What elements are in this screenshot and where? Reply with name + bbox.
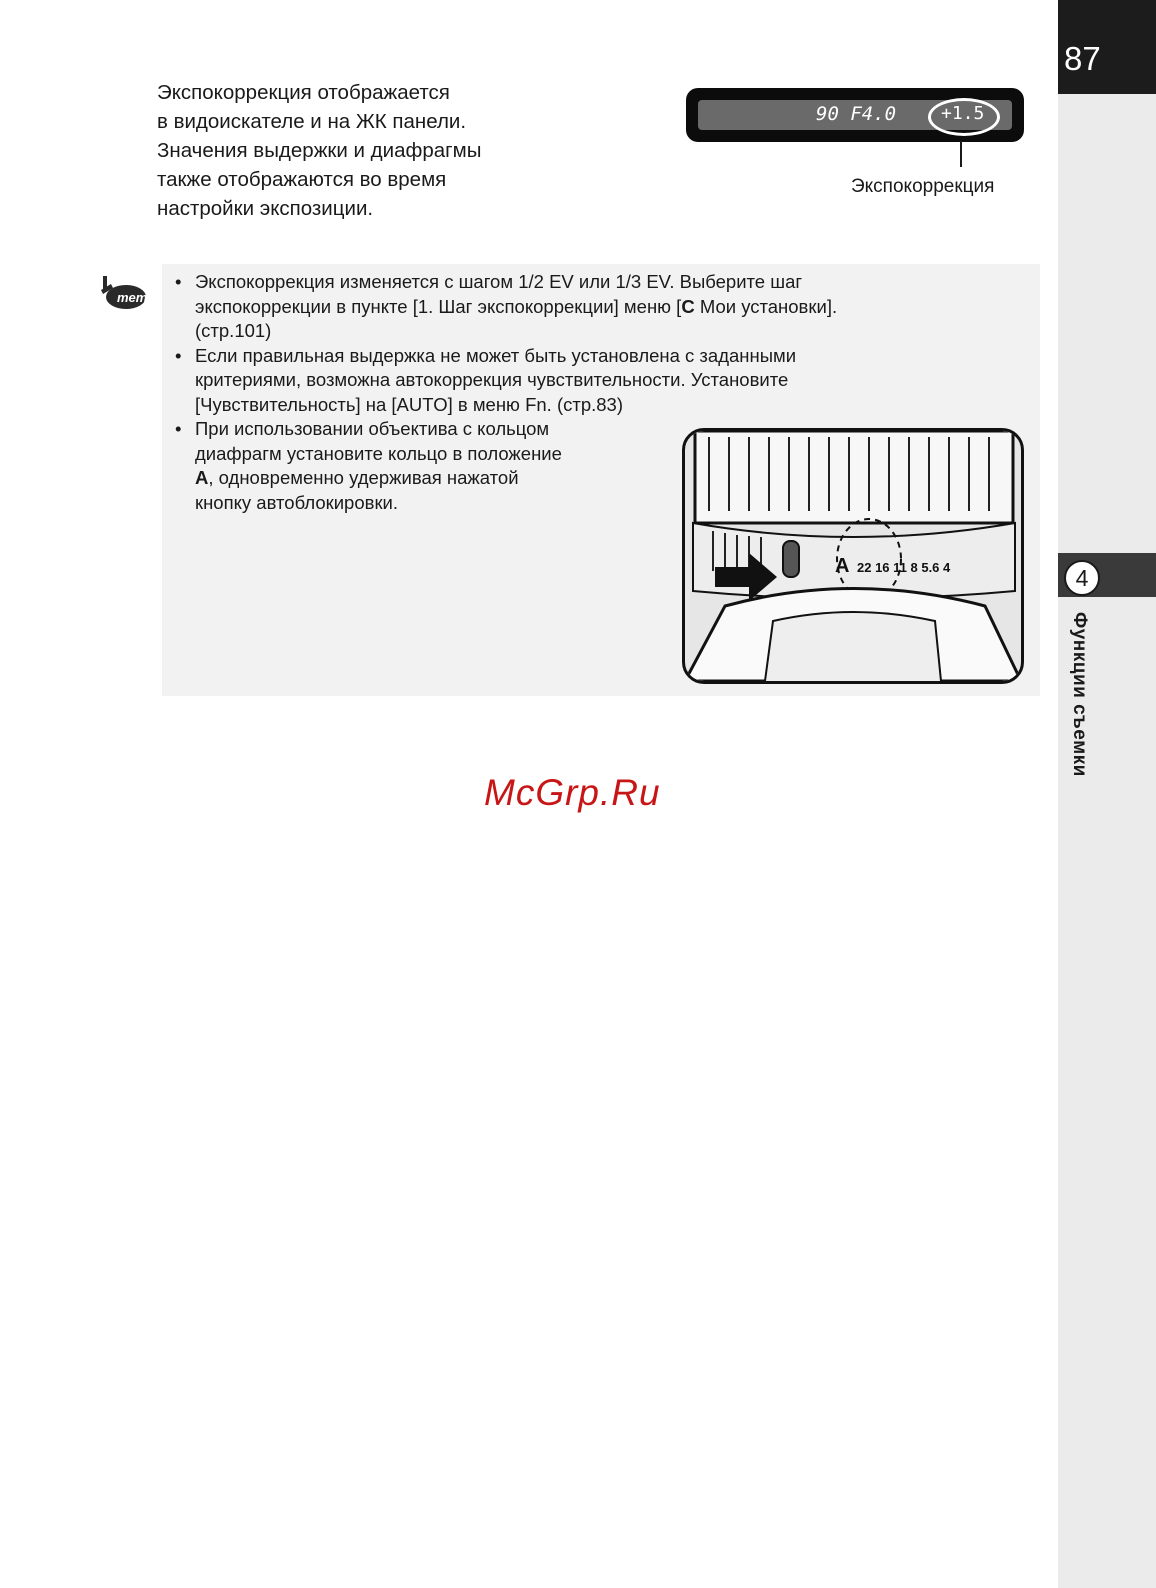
memo-icon (97, 274, 156, 312)
intro-line: в видоискателе и на ЖК панели. (157, 110, 467, 133)
page-number: 87 (1064, 40, 1101, 77)
lcd-exposure-values (816, 103, 896, 125)
lens-illustration (682, 428, 1024, 684)
intro-line: Значения выдержки и диафрагмы (157, 139, 482, 162)
memo-line: [Чувствительность] на [AUTO] в меню Fn. (стр.83) (195, 393, 623, 415)
memo-line (195, 295, 837, 320)
watermark: McGrp.Ru (484, 772, 661, 813)
memo-line: • Если правильная выдержка не может быть установлена с заданными (195, 344, 797, 366)
lens-aperture-a-label: A (835, 555, 850, 577)
intro-paragraph (157, 78, 597, 223)
memo-item (173, 270, 837, 344)
memo-item (173, 344, 837, 418)
lcd-compensation: +1.5 (941, 103, 985, 124)
custom-menu-icon: C (681, 295, 695, 317)
intro-line: также отображаются во время (157, 168, 447, 191)
intro-line: Экспокоррекция отображается (157, 81, 450, 104)
memo-icon-label: memo (117, 290, 156, 305)
caption-leader-line (960, 141, 962, 167)
lcd-aperture: F4.0 (850, 103, 897, 125)
viewfinder-lcd (686, 88, 1024, 142)
memo-line: • При использовании объектива с кольцом (195, 418, 550, 439)
memo-line: диафрагм установите кольцо в положение (195, 442, 562, 464)
memo-line-text: экспокоррекции в пункте [1. Шаг экспокоррекции] меню [ (195, 295, 682, 317)
memo-line: критериями, возможна автокоррекция чувствительности. Установите (195, 369, 789, 390)
chapter-number: 4 (1064, 560, 1100, 596)
lcd-shutter: 90 (816, 103, 839, 125)
memo-line-text: , одновременно удерживая нажатой (208, 467, 519, 488)
intro-line: настройки экспозиции. (157, 197, 374, 220)
lcd-screen (698, 100, 1012, 130)
memo-line: (стр.101) (195, 320, 272, 341)
lens-drawing (685, 431, 1021, 681)
chapter-title: Функции съемки (1069, 612, 1090, 777)
memo-line: • Экспокоррекция изменяется с шагом 1/2 EV или 1/3 EV. Выберите шаг (195, 271, 803, 292)
lens-aperture-scale: 22 16 11 8 5.6 4 (857, 560, 951, 575)
right-sidebar (1058, 0, 1156, 1588)
memo-line-text: Мои установки]. (694, 295, 838, 317)
lcd-caption: Экспокоррекция (851, 176, 995, 197)
memo-line: кнопку автоблокировки. (195, 491, 399, 513)
aperture-a-letter: A (195, 467, 209, 488)
